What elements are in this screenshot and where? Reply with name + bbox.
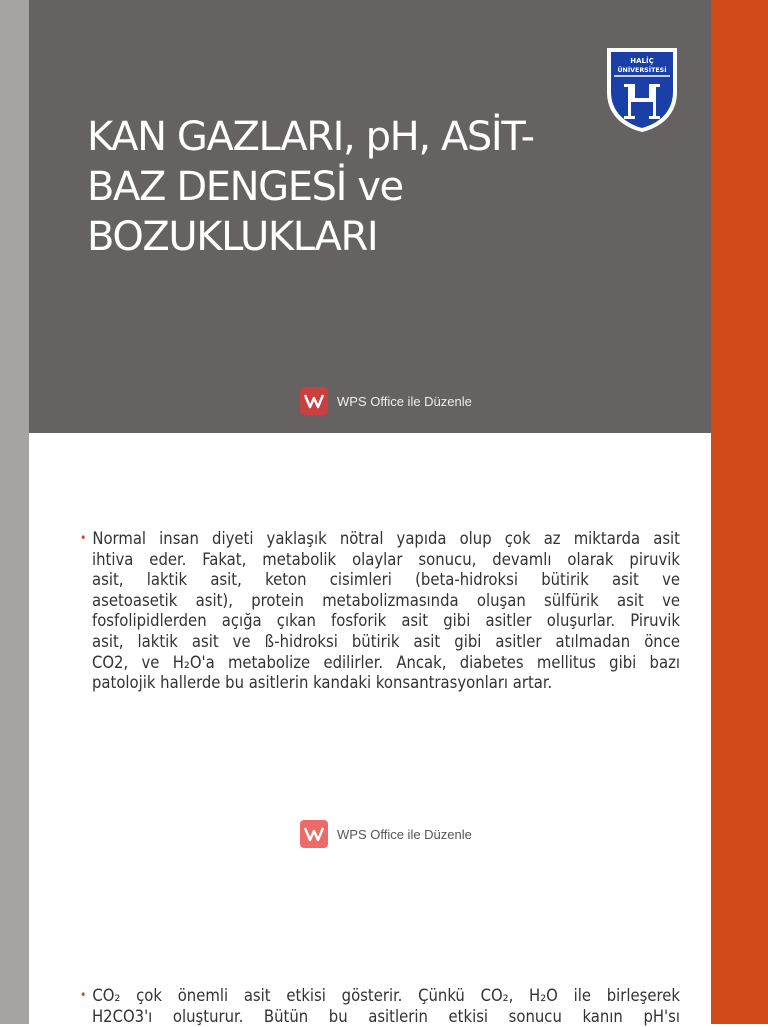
paragraph-line: ihtiva eder. Fakat, metabolik olaylar sonucu, devamlı olarak piruvik <box>92 549 680 569</box>
paragraph-line: CO₂ çok önemli asit etkisi gösterir. Çünkü CO₂, H₂O ile birleşerek <box>92 986 680 1005</box>
right-accent-bar <box>711 0 768 1024</box>
title-line: BOZUKLUKLARI <box>87 214 378 260</box>
paragraph-line: patolojik hallerde bu asitlerin kandaki konsantrasyonları artar. <box>92 673 553 693</box>
title-line: BAZ DENGESİ ve <box>87 164 403 210</box>
wps-watermark[interactable] <box>300 387 472 415</box>
wps-watermark-text: WPS Office ile Düzenle <box>337 393 472 409</box>
paragraph-co2 <box>80 985 680 1027</box>
paragraph-normal-diet <box>80 528 680 694</box>
title-line: KAN GAZLARI, pH, ASİT- <box>87 114 534 160</box>
left-side-bar <box>0 0 29 1024</box>
logo-text-line1: HALİÇ <box>630 57 654 65</box>
university-shield-logo <box>605 46 679 134</box>
wps-watermark-text: WPS Office ile Düzenle <box>337 826 472 842</box>
bullet-icon: • <box>80 531 87 545</box>
bullet-icon: • <box>80 988 87 1002</box>
wps-watermark[interactable] <box>300 820 472 848</box>
wps-logo-icon <box>300 387 328 415</box>
wps-logo-icon <box>300 820 328 848</box>
logo-text-line2: ÜNİVERSİTESİ <box>617 67 667 74</box>
paragraph-line: CO2, ve H₂O'a metabolize edilirler. Ancak, diabetes mellitus gibi bazı <box>92 652 680 672</box>
paragraph-line: H2CO3'ı oluşturur. Bütün bu asitlerin etkisi sonucu kanın pH'sı <box>92 1006 680 1026</box>
paragraph-line: asit, laktik asit, keton cisimleri (beta-hidroksi bütirik asit ve <box>92 570 680 590</box>
paragraph-line: asetoasetik asit), protein metabolizmasında oluşan sülfürik asit ve <box>92 590 680 610</box>
paragraph-line: fosfolipidlerden açığa çıkan fosforik asit gibi asitler oluşurlar. Piruvik <box>92 611 680 631</box>
slide-title <box>87 112 647 262</box>
paragraph-line: asit, laktik asit ve ß-hidroksi bütirik asit gibi asitler atılmadan önce <box>92 631 680 651</box>
paragraph-line: Normal insan diyeti yaklaşık nötral yapıda olup çok az miktarda asit <box>92 529 680 548</box>
